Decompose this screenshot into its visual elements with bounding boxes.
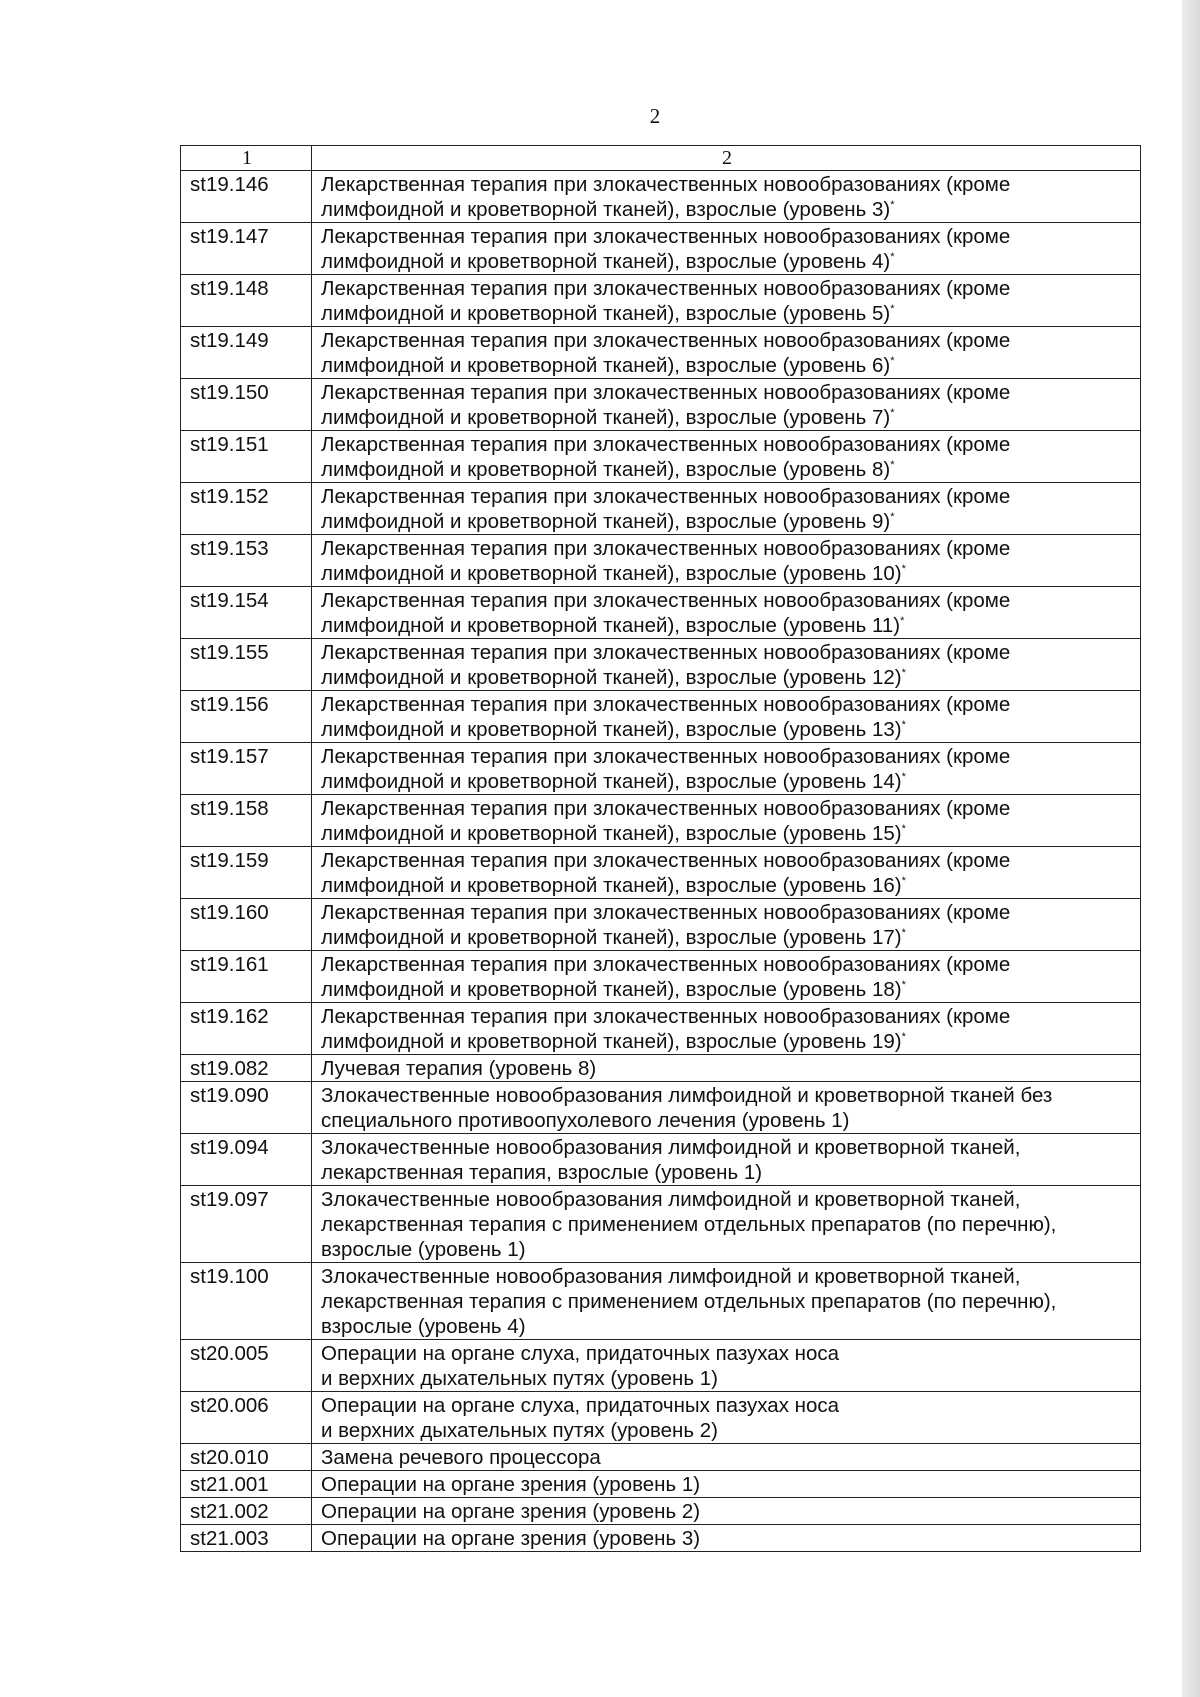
table-row [181,847,1141,899]
row-description-cell [312,223,1141,275]
row-code: st19.100 [181,1263,312,1340]
row-description-cell [312,1525,1141,1552]
table-row [181,1392,1141,1444]
table-row [181,223,1141,275]
row-code: st20.005 [181,1340,312,1392]
row-description: Злокачественные новообразования лимфоидной и кроветворной тканей, лекарственная терапия с применением отдельных препаратов (по перечню), взрослые (уровень 1) [321,1188,1057,1261]
row-description-cell [312,431,1141,483]
footnote-mark: * [901,875,906,888]
row-description: Лучевая терапия (уровень 8) [321,1057,597,1080]
table-row [181,1340,1141,1392]
row-description-cell [312,899,1141,951]
row-code: st19.155 [181,639,312,691]
table-row [181,1134,1141,1186]
row-description-cell [312,847,1141,899]
row-description: Лекарственная терапия при злокачественных новообразованиях (кроме лимфоидной и кроветворной тканей), взрослые (уровень 19) [321,1005,1011,1053]
row-description: Замена речевого процессора [321,1446,601,1469]
table-row [181,483,1141,535]
row-description: Лекарственная терапия при злокачественных новообразованиях (кроме лимфоидной и кроветворной тканей), взрослые (уровень 6) [321,329,1011,377]
row-description: Лекарственная терапия при злокачественных новообразованиях (кроме лимфоидной и кроветворной тканей), взрослые (уровень 18) [321,953,1011,1001]
table-row [181,275,1141,327]
table-row [181,327,1141,379]
row-description-cell [312,1134,1141,1186]
table-row [181,1525,1141,1552]
row-code: st19.082 [181,1055,312,1082]
row-description-cell [312,795,1141,847]
row-code: st19.149 [181,327,312,379]
table-row [181,1263,1141,1340]
table-row [181,431,1141,483]
row-description-cell [312,1186,1141,1263]
row-code: st19.153 [181,535,312,587]
page-number: 2 [649,104,661,128]
table-row [181,1498,1141,1525]
page-edge-shadow [1182,0,1200,1697]
row-description-cell [312,951,1141,1003]
row-code: st19.162 [181,1003,312,1055]
table-row [181,1444,1141,1471]
row-description-cell [312,483,1141,535]
row-description-cell [312,171,1141,223]
row-code: st19.097 [181,1186,312,1263]
row-code: st19.094 [181,1134,312,1186]
row-code: st19.152 [181,483,312,535]
row-description: Лекарственная терапия при злокачественных новообразованиях (кроме лимфоидной и кроветворной тканей), взрослые (уровень 17) [321,901,1011,949]
row-code: st19.161 [181,951,312,1003]
row-code: st19.160 [181,899,312,951]
tariff-table [180,145,1141,1552]
row-description-cell [312,1471,1141,1498]
table-row [181,899,1141,951]
row-description: Лекарственная терапия при злокачественных новообразованиях (кроме лимфоидной и кроветворной тканей), взрослые (уровень 8) [321,433,1011,481]
table-row [181,587,1141,639]
row-code: st21.001 [181,1471,312,1498]
table-row [181,535,1141,587]
footnote-mark: * [890,199,895,212]
row-code: st19.156 [181,691,312,743]
column-header-1: 1 [181,146,312,171]
row-description-cell [312,1340,1141,1392]
row-description-cell [312,691,1141,743]
footnote-mark: * [901,927,906,940]
row-code: st19.148 [181,275,312,327]
row-description-cell [312,1082,1141,1134]
table-header-row [181,146,1141,171]
row-code: st19.146 [181,171,312,223]
row-description: Лекарственная терапия при злокачественных новообразованиях (кроме лимфоидной и кроветворной тканей), взрослые (уровень 9) [321,485,1011,533]
footnote-mark: * [890,303,895,316]
row-code: st20.010 [181,1444,312,1471]
row-code: st19.150 [181,379,312,431]
row-description-cell [312,743,1141,795]
row-code: st19.159 [181,847,312,899]
table-body [181,171,1141,1552]
row-code: st19.157 [181,743,312,795]
row-code: st19.158 [181,795,312,847]
footnote-mark: * [890,459,895,472]
row-description-cell [312,1444,1141,1471]
footnote-mark: * [901,563,906,576]
row-description: Операции на органе слуха, придаточных пазухах носа и верхних дыхательных путях (уровень 2) [321,1394,840,1442]
row-description: Лекарственная терапия при злокачественных новообразованиях (кроме лимфоидной и кроветворной тканей), взрослые (уровень 5) [321,277,1011,325]
row-description: Операции на органе зрения (уровень 1) [321,1473,701,1496]
table-row [181,743,1141,795]
row-code: st19.154 [181,587,312,639]
row-description: Лекарственная терапия при злокачественных новообразованиях (кроме лимфоидной и кроветворной тканей), взрослые (уровень 11) [321,589,1011,637]
table-row [181,171,1141,223]
row-description: Лекарственная терапия при злокачественных новообразованиях (кроме лимфоидной и кроветворной тканей), взрослые (уровень 7) [321,381,1011,429]
row-description: Злокачественные новообразования лимфоидной и кроветворной тканей без специального противоопухолевого лечения (уровень 1) [321,1084,1053,1132]
row-code: st19.090 [181,1082,312,1134]
table-row [181,1186,1141,1263]
footnote-mark: * [890,355,895,368]
row-description: Лекарственная терапия при злокачественных новообразованиях (кроме лимфоидной и кроветворной тканей), взрослые (уровень 10) [321,537,1011,585]
footnote-mark: * [901,771,906,784]
row-code: st21.002 [181,1498,312,1525]
row-description-cell [312,1392,1141,1444]
row-description-cell [312,275,1141,327]
footnote-mark: * [901,667,906,680]
column-header-2: 2 [312,146,1141,171]
footnote-mark: * [901,823,906,836]
table-row [181,691,1141,743]
table-row [181,1471,1141,1498]
row-description-cell [312,1498,1141,1525]
row-description: Лекарственная терапия при злокачественных новообразованиях (кроме лимфоидной и кроветворной тканей), взрослые (уровень 16) [321,849,1011,897]
row-description: Лекарственная терапия при злокачественных новообразованиях (кроме лимфоидной и кроветворной тканей), взрослые (уровень 13) [321,693,1011,741]
footnote-mark: * [901,979,906,992]
row-description: Лекарственная терапия при злокачественных новообразованиях (кроме лимфоидной и кроветворной тканей), взрослые (уровень 14) [321,745,1011,793]
row-description: Операции на органе зрения (уровень 3) [321,1527,701,1550]
row-description-cell [312,1003,1141,1055]
footnote-mark: * [901,719,906,732]
row-description: Лекарственная терапия при злокачественных новообразованиях (кроме лимфоидной и кроветворной тканей), взрослые (уровень 12) [321,641,1011,689]
table-row [181,951,1141,1003]
row-description: Операции на органе слуха, придаточных пазухах носа и верхних дыхательных путях (уровень 1) [321,1342,840,1390]
row-code: st19.151 [181,431,312,483]
row-description: Злокачественные новообразования лимфоидной и кроветворной тканей, лекарственная терапия с применением отдельных препаратов (по перечню), взрослые (уровень 4) [321,1265,1057,1338]
table-row [181,1003,1141,1055]
table-row [181,1082,1141,1134]
table-row [181,379,1141,431]
row-description: Лекарственная терапия при злокачественных новообразованиях (кроме лимфоидной и кроветворной тканей), взрослые (уровень 15) [321,797,1011,845]
footnote-mark: * [890,407,895,420]
footnote-mark: * [890,511,895,524]
row-description-cell [312,379,1141,431]
row-description-cell [312,587,1141,639]
row-description: Злокачественные новообразования лимфоидной и кроветворной тканей, лекарственная терапия, взрослые (уровень 1) [321,1136,1021,1184]
row-description-cell [312,327,1141,379]
row-code: st21.003 [181,1525,312,1552]
row-description: Лекарственная терапия при злокачественных новообразованиях (кроме лимфоидной и кроветворной тканей), взрослые (уровень 4) [321,225,1011,273]
footnote-mark: * [900,615,905,628]
table-row [181,639,1141,691]
row-code: st20.006 [181,1392,312,1444]
row-description-cell [312,639,1141,691]
row-description-cell [312,1055,1141,1082]
row-description: Лекарственная терапия при злокачественных новообразованиях (кроме лимфоидной и кроветворной тканей), взрослые (уровень 3) [321,173,1011,221]
row-code: st19.147 [181,223,312,275]
footnote-mark: * [901,1031,906,1044]
table-row [181,1055,1141,1082]
row-description: Операции на органе зрения (уровень 2) [321,1500,701,1523]
row-description-cell [312,535,1141,587]
table-row [181,795,1141,847]
row-description-cell [312,1263,1141,1340]
footnote-mark: * [890,251,895,264]
